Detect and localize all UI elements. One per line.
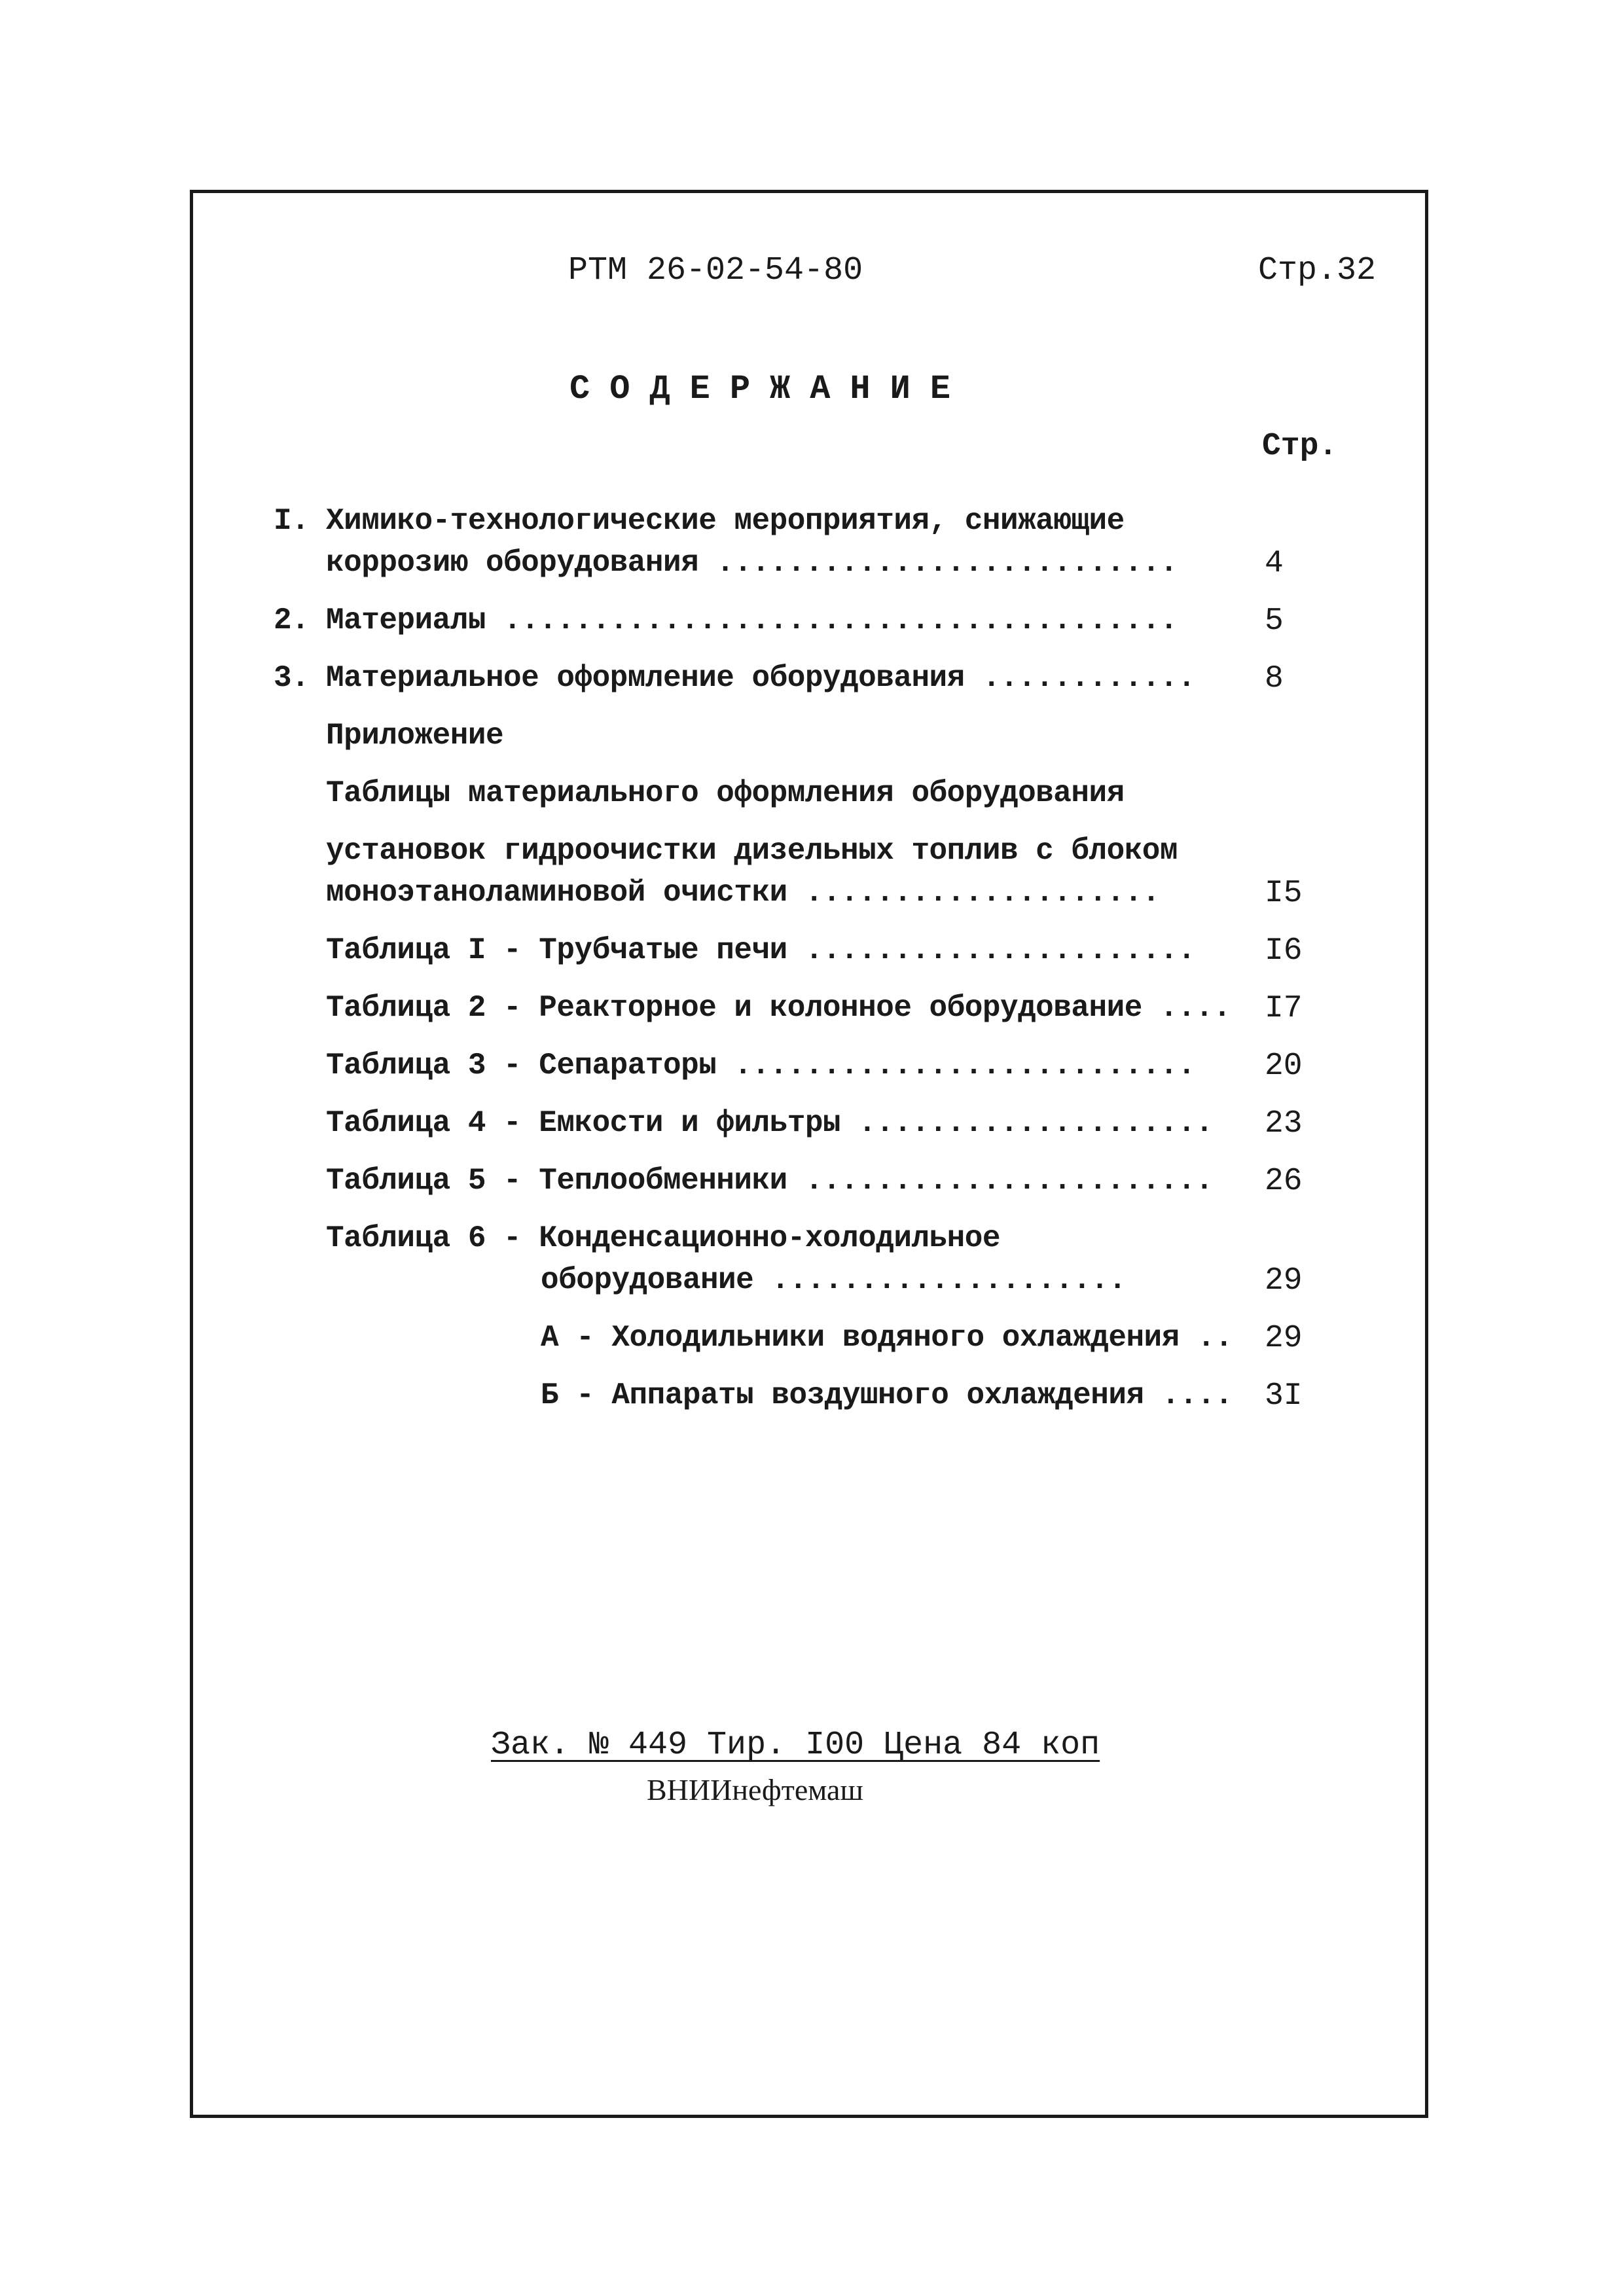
toc-num: I. — [274, 504, 310, 538]
toc-entry-text: Б - Аппараты воздушного охлаждения .... — [541, 1378, 1233, 1412]
toc-entry-text: Таблица 2 - Реакторное и колонное оборудование .... — [326, 991, 1231, 1025]
toc-entry-text: А - Холодильники водяного охлаждения .. — [541, 1321, 1233, 1355]
toc-num: 2. — [274, 603, 310, 637]
contents-title: СОДЕРЖАНИЕ — [569, 370, 971, 408]
toc-entry-text: Таблица 6 - Конденсационно-холодильное — [326, 1221, 1000, 1255]
page-number: Стр.32 — [1258, 252, 1377, 289]
toc-entry-text: установок гидроочистки дизельных топлив с блоком — [326, 834, 1178, 868]
toc-entry-text: Таблица I - Трубчатые печи ...................... — [326, 933, 1196, 967]
toc-num: 3. — [274, 661, 310, 695]
toc-page: I5 — [1265, 876, 1303, 911]
toc-page: 8 — [1265, 661, 1284, 696]
page-column-header: Стр. — [1262, 429, 1338, 464]
print-info: Зак. № 449 Тир. I00 Цена 84 коп — [491, 1727, 1100, 1764]
toc-entry-text: коррозию оборудования .......................... — [326, 546, 1178, 580]
toc-page: 29 — [1265, 1263, 1303, 1299]
toc-page: I6 — [1265, 933, 1303, 969]
document-code: РТМ 26-02-54-80 — [568, 252, 863, 289]
toc-entry-text: Материалы ...................................... — [326, 603, 1178, 637]
toc-entry-text: Таблица 5 - Теплообменники ....................... — [326, 1164, 1214, 1198]
toc-entry-text: Таблица 3 - Сепараторы .......................... — [326, 1049, 1196, 1083]
toc-page: 26 — [1265, 1164, 1303, 1199]
toc-page: I7 — [1265, 991, 1303, 1026]
toc-page: 20 — [1265, 1049, 1303, 1084]
toc-entry-text: Приложение — [326, 719, 504, 753]
toc-page: 23 — [1265, 1106, 1303, 1141]
toc-entry-text: оборудование .................... — [541, 1263, 1127, 1297]
toc-page: 5 — [1265, 603, 1284, 639]
organization-name: ВНИИнефтемаш — [647, 1773, 863, 1806]
toc-entry-text: Таблицы материального оформления оборудования — [326, 776, 1125, 810]
toc-entry-text: Химико-технологические мероприятия, снижающие — [326, 504, 1125, 538]
toc-page: 4 — [1265, 546, 1284, 581]
toc-page: 29 — [1265, 1321, 1303, 1356]
toc-page: 3I — [1265, 1378, 1303, 1414]
toc-entry-text: моноэтаноламиновой очистки .................... — [326, 876, 1160, 910]
toc-entry-text: Таблица 4 - Емкости и фильтры .................... — [326, 1106, 1214, 1140]
page-border — [190, 190, 1428, 2118]
toc-entry-text: Материальное оформление оборудования ............ — [326, 661, 1196, 695]
